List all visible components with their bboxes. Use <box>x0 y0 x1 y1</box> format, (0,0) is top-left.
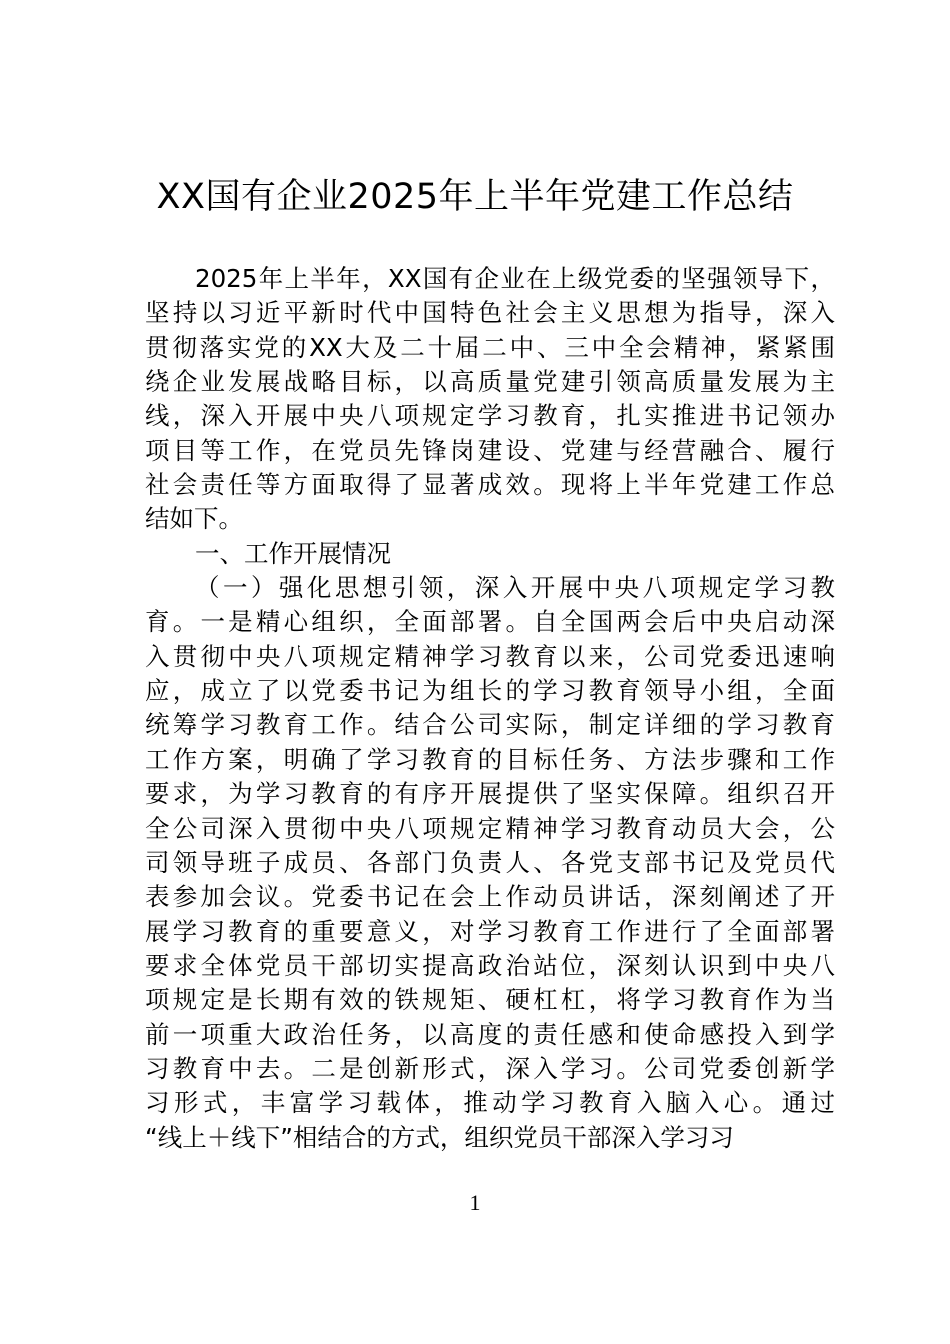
paragraph-line: 入贯彻中央八项规定精神学习教育以来，公司党委迅速响 <box>145 641 835 671</box>
paragraph-line: 全公司深入贯彻中央八项规定精神学习教育动员大会，公 <box>145 813 835 843</box>
paragraph-line: 结如下。 <box>145 504 243 534</box>
paragraph-line: 习教育中去。二是创新形式，深入学习。公司党委创新学 <box>145 1053 835 1083</box>
paragraph-line: 坚持以习近平新时代中国特色社会主义思想为指导，深入 <box>145 298 835 328</box>
document-body <box>145 262 835 1155</box>
paragraph-line: 表参加会议。党委书记在会上作动员讲话，深刻阐述了开 <box>145 882 835 912</box>
paragraph-line: 2025年上半年，XX国有企业在上级党委的坚强领导下， <box>195 264 835 293</box>
paragraph-line: （一）强化思想引领，深入开展中央八项规定学习教 <box>195 573 835 603</box>
paragraph-line: 项规定是长期有效的铁规矩、硬杠杠，将学习教育作为当 <box>145 985 835 1015</box>
section-heading: 一、工作开展情况 <box>195 538 391 568</box>
paragraph-line: 育。一是精心组织，全面部署。自全国两会后中央启动深 <box>145 607 835 637</box>
paragraph-line: 项目等工作，在党员先锋岗建设、党建与经营融合、履行 <box>145 435 835 465</box>
page-number: 1 <box>469 1190 481 1215</box>
paragraph-line: 习形式，丰富学习载体，推动学习教育入脑入心。通过 <box>145 1088 835 1118</box>
paragraph-line: 应，成立了以党委书记为组长的学习教育领导小组，全面 <box>145 676 835 706</box>
document-title: XX国有企业2025年上半年党建工作总结 <box>156 177 794 217</box>
paragraph-line: 统筹学习教育工作。结合公司实际，制定详细的学习教育 <box>145 710 835 740</box>
paragraph-line: 绕企业发展战略目标，以高质量党建引领高质量发展为主 <box>145 367 835 397</box>
paragraph-line: 司领导班子成员、各部门负责人、各党支部书记及党员代 <box>145 847 835 877</box>
paragraph-line: “线上＋线下”相结合的方式，组织党员干部深入学习习 <box>145 1122 734 1152</box>
paragraph-line: 前一项重大政治任务，以高度的责任感和使命感投入到学 <box>145 1019 835 1049</box>
paragraph-line: 贯彻落实党的XX大及二十届二中、三中全会精神，紧紧围 <box>145 332 835 362</box>
paragraph-line: 展学习教育的重要意义，对学习教育工作进行了全面部署 <box>145 916 835 946</box>
paragraph-line: 工作方案，明确了学习教育的目标任务、方法步骤和工作 <box>145 744 835 774</box>
paragraph-line: 线，深入开展中央八项规定学习教育，扎实推进书记领办 <box>145 401 835 431</box>
paragraph-line: 社会责任等方面取得了显著成效。现将上半年党建工作总 <box>145 470 835 500</box>
paragraph-line: 要求全体党员干部切实提高政治站位，深刻认识到中央八 <box>145 950 835 980</box>
paragraph-line: 要求，为学习教育的有序开展提供了坚实保障。组织召开 <box>145 779 835 809</box>
